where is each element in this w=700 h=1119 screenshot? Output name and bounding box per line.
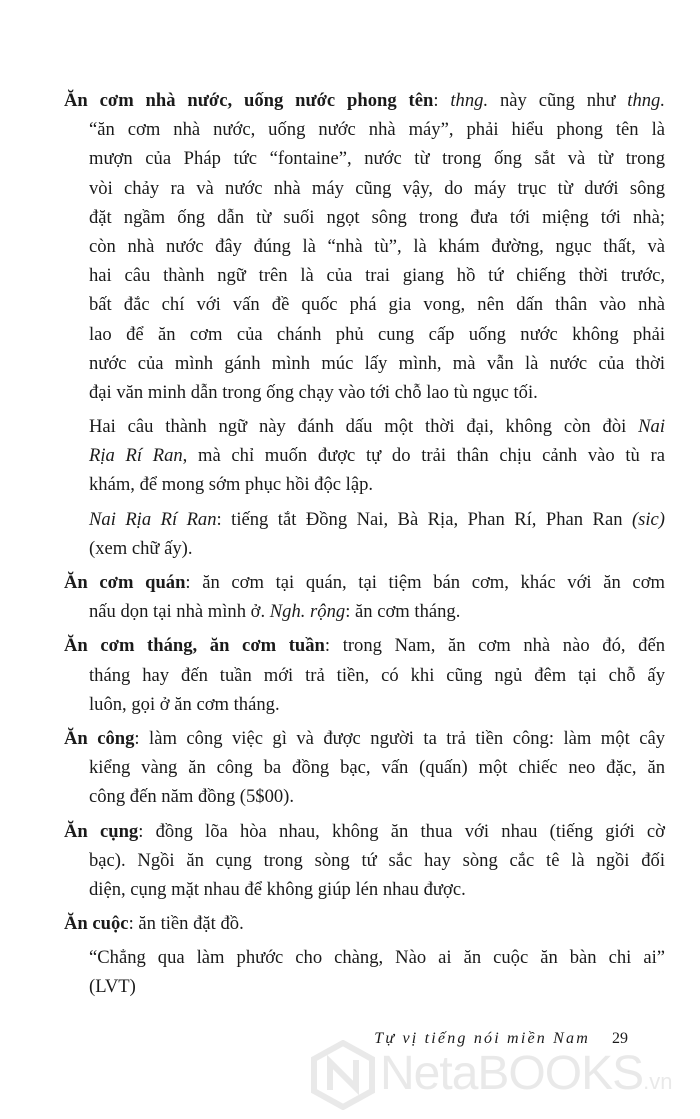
text-segment: khám, để mong sớm phục hồi độc lập. [89, 474, 374, 496]
entry-subparagraph [64, 943, 665, 1001]
text-segment: : đồng lõa hòa nhau, không ăn thua với nhau (tiếng giới cờ [138, 820, 665, 842]
text-line [64, 972, 665, 1001]
text-segment: (LVT) [89, 976, 136, 998]
headword: Ăn công [64, 727, 135, 749]
text-segment: (sic) [631, 508, 665, 530]
text-segment: : [433, 90, 451, 111]
text-segment: diện, cụng mặt nhau để không giúp lén nhau được. [89, 878, 466, 900]
text-segment: tháng hay đến tuần mới trả tiền, có khi cũng ngủ đêm tại chỗ ấy [89, 664, 665, 686]
text-line [64, 597, 665, 626]
dictionary-entry [64, 724, 665, 812]
text-line [64, 875, 665, 904]
dictionary-entry [64, 909, 665, 938]
text-line [64, 724, 665, 753]
text-line [64, 568, 665, 597]
text-segment: nước của mình gánh mình múc lấy mình, mà vẫn là nước của thời [89, 352, 665, 374]
text-segment: Rịa Rí Ran [89, 445, 183, 467]
text-segment: công đến năm đồng (5$00). [89, 786, 295, 808]
entry-subparagraph [64, 412, 665, 500]
text-line [64, 378, 665, 407]
text-line [64, 631, 665, 660]
headword: Ăn cuộc [64, 913, 129, 935]
text-line [64, 470, 665, 499]
text-line [64, 943, 665, 972]
text-segment: : làm công việc gì và được người ta trả tiền công: làm một cây [134, 727, 665, 749]
text-line [64, 534, 665, 563]
text-segment: còn nhà nước đây đúng là “nhà tù”, là khám đường, ngục thất, và [89, 235, 665, 257]
headword: Ăn cơm nhà nước, uống nước phong tên [64, 90, 434, 111]
text-line [64, 261, 665, 290]
text-line [64, 203, 665, 232]
text-line [64, 441, 665, 470]
text-line [64, 290, 665, 319]
text-line [64, 782, 665, 811]
dictionary-entry [64, 86, 665, 407]
text-segment: Hai câu thành ngữ này đánh dấu một thời đại, không còn đòi [89, 416, 639, 438]
text-segment: Ngh. rộng [269, 601, 346, 623]
text-segment: Nai Rịa Rí Ran [89, 508, 217, 530]
text-line [64, 86, 665, 115]
netabooks-watermark [310, 1040, 700, 1110]
text-segment: đặt ngầm ống dẫn từ suối ngọt sông trong đưa tới miệng tới nhà; [89, 206, 665, 228]
text-line [64, 412, 665, 441]
text-segment: Nai [638, 416, 665, 438]
text-segment: nấu dọn tại nhà mình ở. [89, 601, 270, 623]
text-segment: lao để ăn cơm của chánh phủ cung cấp uống nước không phải [89, 323, 665, 345]
text-line [64, 320, 665, 349]
headword: Ăn cụng [64, 820, 139, 842]
text-line [64, 909, 665, 938]
dictionary-entry [64, 817, 665, 905]
text-line [64, 817, 665, 846]
footer-book-title: Tự vị tiếng nói miền Nam [374, 1030, 590, 1047]
text-segment: “ăn cơm nhà nước, uống nước nhà máy”, phải hiểu phong tên là [89, 119, 665, 141]
text-line [64, 846, 665, 875]
text-segment: luôn, gọi ở ăn cơm tháng. [89, 693, 280, 715]
text-line [64, 174, 665, 203]
text-line [64, 232, 665, 261]
text-segment: “Chẳng qua làm phước cho chàng, Nào ai ăn cuộc ăn bàn chi ai” [89, 947, 665, 969]
text-line [64, 753, 665, 782]
text-line [64, 661, 665, 690]
text-segment: đại văn minh dẫn trong ống chạy vào tới chỗ lao tù ngục tối. [89, 381, 538, 403]
dictionary-entry [64, 568, 665, 626]
text-line [64, 115, 665, 144]
dictionary-entry [64, 631, 665, 719]
headword: Ăn cơm tháng, ăn cơm tuần [64, 635, 325, 657]
text-segment: hai câu thành ngữ trên là của trai giang hồ tứ chiếng thời trước, [89, 265, 665, 287]
text-segment: : ăn cơm tại quán, tại tiệm bán cơm, khác với ăn cơm [185, 572, 665, 593]
text-segment: này cũng như [488, 90, 628, 111]
text-segment: bạc). Ngồi ăn cụng trong sòng tứ sắc hay sòng cắc tê là ngồi đối [89, 849, 665, 871]
text-segment: : ăn cơm tháng. [345, 601, 461, 623]
page-number: 29 [612, 1030, 628, 1047]
text-line [64, 505, 665, 534]
text-segment: (xem chữ ấy). [89, 537, 193, 559]
text-line [64, 690, 665, 719]
text-segment: : trong Nam, ăn cơm nhà nào đó, đến [324, 635, 665, 657]
text-segment: vòi chảy ra và nước nhà máy cũng vậy, do máy trục từ dưới sông [89, 177, 665, 199]
text-line [64, 144, 665, 173]
page-body [64, 86, 665, 1007]
text-segment: mượn của Pháp tức “fontaine”, nước từ trong ống sắt và từ trong [89, 148, 665, 170]
text-segment: , mà chỉ muốn được tự do trải thân chịu cảnh vào tù ra [182, 445, 665, 467]
entry-subparagraph [64, 505, 665, 563]
text-segment: thng. [450, 90, 489, 111]
text-segment: thng. [627, 90, 665, 111]
netabooks-logo-icon [310, 1040, 376, 1110]
watermark-text: NetaBOOKS.vn [380, 1047, 673, 1100]
text-segment: kiểng vàng ăn công ba đồng bạc, vấn (quấn) một chiếc neo đặc, ăn [89, 757, 665, 779]
text-segment: bất đắc chí với vấn đề quốc phá gia vong, nên dấn thân vào nhà [89, 294, 665, 316]
text-segment: : ăn tiền đặt đồ. [128, 913, 244, 935]
text-line [64, 349, 665, 378]
text-segment: : tiếng tắt Đồng Nai, Bà Rịa, Phan Rí, Phan Ran [216, 508, 632, 530]
headword: Ăn cơm quán [64, 572, 186, 593]
